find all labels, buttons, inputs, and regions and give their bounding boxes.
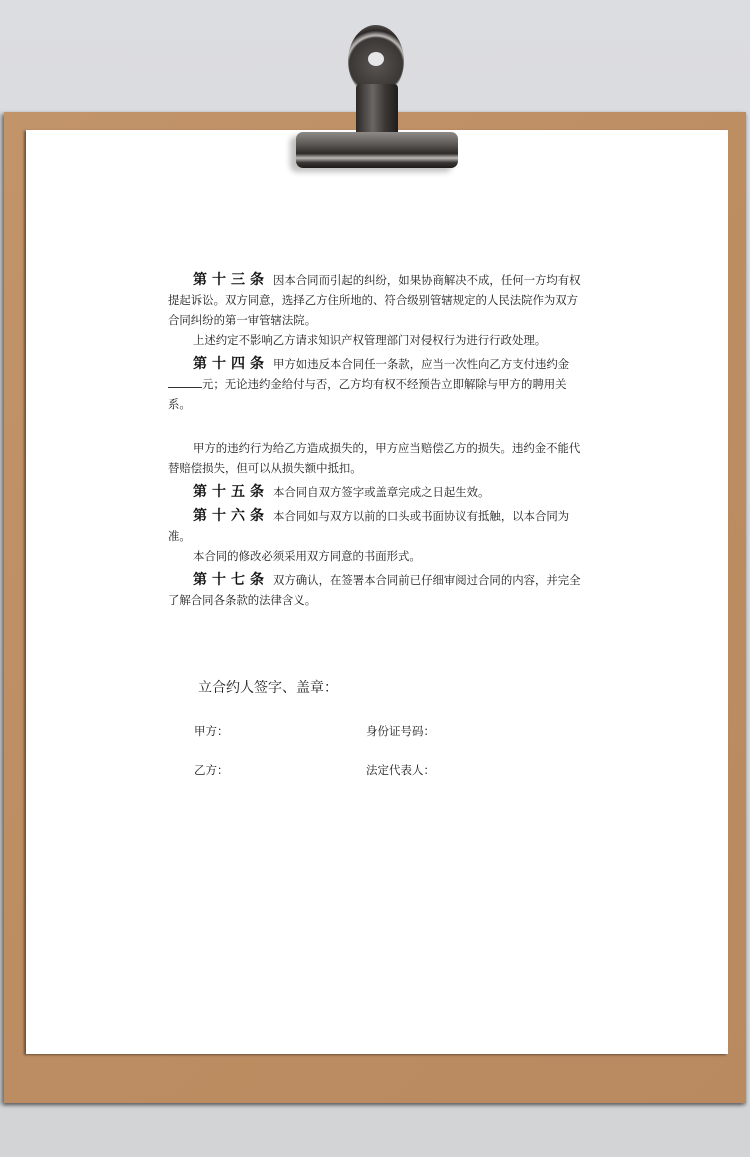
clip-ring-hole (368, 52, 384, 66)
article-text: 本合同自双方签字或盖章完成之日起生效。 (273, 485, 490, 499)
penalty-amount-blank[interactable] (168, 375, 202, 388)
article-13-note: 上述约定不影响乙方请求知识产权管理部门对侵权行为进行行政处理。 (193, 333, 547, 347)
party-a-label: 甲方： (194, 724, 229, 738)
clip-jaw (296, 132, 458, 168)
article-14-damages: 甲方的违约行为给乙方造成损失的，甲方应当赔偿乙方的损失。违约金不能代替赔偿损失，但可以从损失额中抵扣。 (168, 441, 581, 475)
article-14 (168, 354, 584, 414)
article-heading: 第十六条 (193, 508, 269, 524)
article-15 (168, 482, 584, 502)
article-heading: 第十四条 (193, 356, 269, 372)
party-b-label: 乙方： (194, 763, 229, 777)
article-16 (168, 506, 584, 546)
signature-title: 立合约人签字、盖章： (198, 680, 338, 696)
article-text-cont: 元；无论违约金给付与否，乙方均有权不经预告立即解除与甲方的聘用关系。 (168, 377, 567, 411)
article-heading: 第十五条 (193, 484, 269, 500)
id-number-label: 身份证号码： (366, 724, 435, 738)
article-text: 双方确认，在签署本合同前已仔细审阅过合同的内容，并完全了解合同各条款的法律含义。 (168, 573, 581, 607)
article-heading: 第十七条 (193, 572, 269, 588)
article-13 (168, 270, 584, 330)
legal-rep-label: 法定代表人： (366, 763, 435, 777)
article-text: 本合同如与双方以前的口头或书面协议有抵触，以本合同为准。 (168, 509, 570, 543)
contract-body (168, 270, 584, 610)
article-17 (168, 570, 584, 610)
article-heading: 第十三条 (193, 272, 269, 288)
article-text: 甲方如违反本合同任一条款，应当一次性向乙方支付违约金 (273, 357, 570, 371)
article-16-note: 本合同的修改必须采用双方同意的书面形式。 (193, 549, 421, 563)
binder-clip-icon (282, 22, 467, 172)
article-text: 因本合同而引起的纠纷，如果协商解决不成，任何一方均有权提起诉讼。双方同意，选择乙方住所地的、符合级别管辖规定的人民法院作为双方合同纠纷的第一审管辖法院。 (168, 273, 581, 327)
